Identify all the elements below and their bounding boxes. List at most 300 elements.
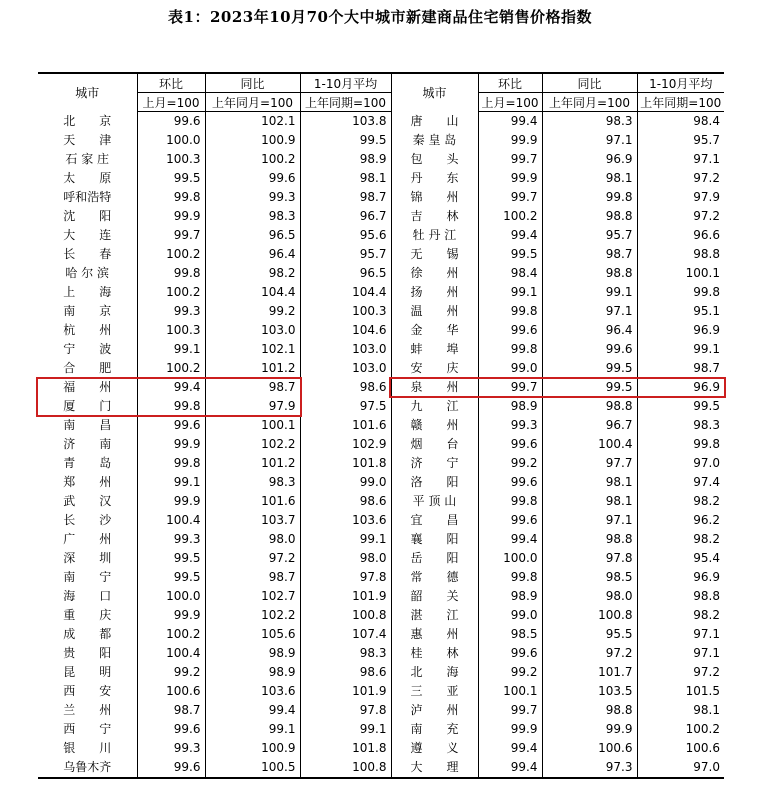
mom-value-right: 99.6 xyxy=(478,644,542,663)
avg-value-right: 98.1 xyxy=(637,701,724,720)
table-row xyxy=(38,663,724,682)
avg-value-right: 96.6 xyxy=(637,226,724,245)
avg-value-right: 98.4 xyxy=(637,112,724,132)
avg-value-left: 101.9 xyxy=(300,682,391,701)
mom-value-left: 99.6 xyxy=(137,416,205,435)
mom-value-left: 99.8 xyxy=(137,188,205,207)
yoy-value-left: 100.9 xyxy=(205,739,300,758)
city-name-right: 泸 州 xyxy=(391,701,478,720)
mom-value-right: 99.6 xyxy=(478,435,542,454)
avg-value-left: 96.5 xyxy=(300,264,391,283)
mom-value-left: 99.8 xyxy=(137,454,205,473)
avg-value-left: 100.3 xyxy=(300,302,391,321)
city-name-left: 乌鲁木齐 xyxy=(38,758,137,778)
mom-value-right: 99.7 xyxy=(478,701,542,720)
city-name-right: 洛 阳 xyxy=(391,473,478,492)
mom-value-right: 99.2 xyxy=(478,663,542,682)
yoy-value-right: 98.1 xyxy=(542,492,637,511)
city-name-left: 宁 波 xyxy=(63,342,112,356)
yoy-value-left: 96.5 xyxy=(205,226,300,245)
table-row xyxy=(38,321,724,340)
mom-value-left: 98.7 xyxy=(137,701,205,720)
city-name-right: 温 州 xyxy=(391,302,478,321)
table-row xyxy=(38,511,724,530)
avg-value-left: 98.7 xyxy=(300,188,391,207)
mom-value-left: 99.3 xyxy=(137,739,205,758)
table-row xyxy=(38,720,724,739)
yoy-value-left: 98.0 xyxy=(205,530,300,549)
avg-value-right: 98.2 xyxy=(637,530,724,549)
city-name-right: 蚌 埠 xyxy=(391,340,478,359)
yoy-value-left: 99.6 xyxy=(205,169,300,188)
mom-value-right: 99.4 xyxy=(478,758,542,778)
avg-value-left: 99.1 xyxy=(300,530,391,549)
yoy-value-left: 99.2 xyxy=(205,302,300,321)
mom-value-right: 99.7 xyxy=(478,378,542,397)
avg-value-left: 102.9 xyxy=(300,435,391,454)
table-row xyxy=(38,226,724,245)
avg-value-right: 97.2 xyxy=(637,169,724,188)
city-name-left: 青 岛 xyxy=(63,456,112,470)
mom-value-left: 99.9 xyxy=(137,606,205,625)
mom-value-left: 100.2 xyxy=(137,625,205,644)
yoy-value-left: 98.9 xyxy=(205,644,300,663)
avg-value-left: 98.3 xyxy=(300,644,391,663)
city-name-left: 西 宁 xyxy=(63,722,112,736)
table-row xyxy=(38,492,724,511)
avg-value-left: 95.7 xyxy=(300,245,391,264)
mom-value-left: 100.2 xyxy=(137,359,205,378)
avg-value-left: 99.0 xyxy=(300,473,391,492)
city-name-right: 湛 江 xyxy=(391,606,478,625)
mom-value-right: 99.6 xyxy=(478,473,542,492)
yoy-value-right: 98.1 xyxy=(542,473,637,492)
city-name-left: 长 沙 xyxy=(63,513,112,527)
city-name-right: 金 华 xyxy=(391,321,478,340)
avg-value-left: 101.8 xyxy=(300,454,391,473)
yoy-value-right: 97.2 xyxy=(542,644,637,663)
avg-value-right: 96.9 xyxy=(637,568,724,587)
city-name-right: 扬 州 xyxy=(391,283,478,302)
mom-value-right: 99.0 xyxy=(478,359,542,378)
mom-value-right: 98.9 xyxy=(478,587,542,606)
mom-value-left: 99.6 xyxy=(137,112,205,132)
subheader-mom-left: 上月=100 xyxy=(137,93,205,112)
mom-value-left: 100.3 xyxy=(137,321,205,340)
yoy-value-left: 101.2 xyxy=(205,359,300,378)
yoy-value-left: 96.4 xyxy=(205,245,300,264)
table-row xyxy=(38,416,724,435)
table-row xyxy=(38,150,724,169)
yoy-value-right: 100.4 xyxy=(542,435,637,454)
city-name-right: 丹 东 xyxy=(391,169,478,188)
mom-value-left: 99.9 xyxy=(137,492,205,511)
city-name-left: 呼和浩特 xyxy=(63,190,112,204)
table-row xyxy=(38,169,724,188)
yoy-value-left: 100.5 xyxy=(205,758,300,778)
mom-value-right: 99.2 xyxy=(478,454,542,473)
avg-value-right: 101.5 xyxy=(637,682,724,701)
mom-value-right: 100.0 xyxy=(478,549,542,568)
mom-value-left: 100.2 xyxy=(137,245,205,264)
avg-value-right: 99.1 xyxy=(637,340,724,359)
city-name-right: 牡 丹 江 xyxy=(391,226,478,245)
city-name-right: 襄 阳 xyxy=(391,530,478,549)
table-row xyxy=(38,549,724,568)
yoy-value-right: 98.8 xyxy=(542,701,637,720)
city-name-left: 深 圳 xyxy=(63,551,112,565)
city-name-left: 南 宁 xyxy=(63,570,112,584)
table-body xyxy=(38,112,724,779)
avg-value-right: 96.2 xyxy=(637,511,724,530)
avg-value-left: 103.8 xyxy=(300,112,391,132)
yoy-value-right: 100.6 xyxy=(542,739,637,758)
yoy-value-right: 99.5 xyxy=(542,359,637,378)
header-mom-right: 环比 xyxy=(478,73,542,93)
mom-value-right: 99.9 xyxy=(478,720,542,739)
city-name-right: 唐 山 xyxy=(391,112,478,132)
city-name-left: 上 海 xyxy=(63,285,112,299)
mom-value-left: 100.3 xyxy=(137,150,205,169)
yoy-value-right: 99.6 xyxy=(542,340,637,359)
city-name-right: 吉 林 xyxy=(391,207,478,226)
yoy-value-right: 98.8 xyxy=(542,264,637,283)
table-row xyxy=(38,188,724,207)
mom-value-left: 99.8 xyxy=(137,264,205,283)
avg-value-right: 96.9 xyxy=(637,321,724,340)
avg-value-right: 100.2 xyxy=(637,720,724,739)
mom-value-right: 99.5 xyxy=(478,245,542,264)
yoy-value-left: 102.2 xyxy=(205,606,300,625)
subheader-avg-right: 上年同期=100 xyxy=(637,93,724,112)
yoy-value-left: 102.1 xyxy=(205,112,300,132)
avg-value-left: 97.8 xyxy=(300,568,391,587)
mom-value-left: 100.0 xyxy=(137,131,205,150)
table-row xyxy=(38,131,724,150)
yoy-value-left: 103.7 xyxy=(205,511,300,530)
city-name-left: 广 州 xyxy=(63,532,112,546)
city-name-right: 泉 州 xyxy=(391,378,478,397)
yoy-value-left: 97.9 xyxy=(205,397,300,416)
mom-value-right: 98.9 xyxy=(478,397,542,416)
avg-value-left: 98.9 xyxy=(300,150,391,169)
city-name-left: 南 昌 xyxy=(63,418,112,432)
avg-value-left: 103.0 xyxy=(300,340,391,359)
table-row xyxy=(38,739,724,758)
yoy-value-left: 101.2 xyxy=(205,454,300,473)
mom-value-right: 99.6 xyxy=(478,321,542,340)
city-name-left: 太 原 xyxy=(63,171,112,185)
mom-value-left: 99.5 xyxy=(137,549,205,568)
avg-value-right: 97.0 xyxy=(637,454,724,473)
avg-value-left: 97.8 xyxy=(300,701,391,720)
avg-value-right: 99.8 xyxy=(637,283,724,302)
avg-value-left: 96.7 xyxy=(300,207,391,226)
mom-value-right: 99.9 xyxy=(478,169,542,188)
yoy-value-right: 97.1 xyxy=(542,302,637,321)
city-name-right: 韶 关 xyxy=(391,587,478,606)
subheader-yoy-left: 上年同月=100 xyxy=(205,93,300,112)
avg-value-right: 100.6 xyxy=(637,739,724,758)
avg-value-right: 97.4 xyxy=(637,473,724,492)
yoy-value-left: 100.2 xyxy=(205,150,300,169)
yoy-value-left: 98.3 xyxy=(205,473,300,492)
avg-value-right: 98.2 xyxy=(637,492,724,511)
city-name-left: 重 庆 xyxy=(63,608,112,622)
avg-value-right: 97.2 xyxy=(637,207,724,226)
yoy-value-right: 97.7 xyxy=(542,454,637,473)
table-row xyxy=(38,758,724,778)
mom-value-right: 99.4 xyxy=(478,530,542,549)
mom-value-left: 100.4 xyxy=(137,511,205,530)
mom-value-left: 99.6 xyxy=(137,758,205,778)
mom-value-left: 99.9 xyxy=(137,207,205,226)
yoy-value-right: 98.3 xyxy=(542,112,637,132)
city-name-left: 银 川 xyxy=(63,741,112,755)
city-name-left: 长 春 xyxy=(63,247,112,261)
yoy-value-right: 98.8 xyxy=(542,207,637,226)
mom-value-right: 99.8 xyxy=(478,492,542,511)
table-row xyxy=(38,587,724,606)
city-name-right: 南 充 xyxy=(391,720,478,739)
mom-value-right: 99.4 xyxy=(478,739,542,758)
header-mom-left: 环比 xyxy=(137,73,205,93)
subheader-avg-left: 上年同期=100 xyxy=(300,93,391,112)
city-name-right: 无 锡 xyxy=(391,245,478,264)
avg-value-left: 99.5 xyxy=(300,131,391,150)
city-name-right: 包 头 xyxy=(391,150,478,169)
yoy-value-right: 98.8 xyxy=(542,530,637,549)
table-row xyxy=(38,340,724,359)
city-name-left: 武 汉 xyxy=(63,494,112,508)
avg-value-left: 98.6 xyxy=(300,378,391,397)
avg-value-left: 104.6 xyxy=(300,321,391,340)
city-name-left: 昆 明 xyxy=(63,665,112,679)
avg-value-left: 103.0 xyxy=(300,359,391,378)
table-row xyxy=(38,207,724,226)
yoy-value-left: 102.1 xyxy=(205,340,300,359)
avg-value-left: 101.6 xyxy=(300,416,391,435)
yoy-value-left: 98.7 xyxy=(205,568,300,587)
city-name-right: 赣 州 xyxy=(391,416,478,435)
city-name-right: 安 庆 xyxy=(391,359,478,378)
header-city-left: 城市 xyxy=(38,73,137,112)
avg-value-right: 97.9 xyxy=(637,188,724,207)
yoy-value-left: 105.6 xyxy=(205,625,300,644)
yoy-value-left: 99.4 xyxy=(205,701,300,720)
price-index-table xyxy=(38,72,724,779)
table-row xyxy=(38,378,724,397)
header-avg-right: 1-10月平均 xyxy=(637,73,724,93)
mom-value-right: 98.5 xyxy=(478,625,542,644)
avg-value-right: 100.1 xyxy=(637,264,724,283)
avg-value-right: 95.4 xyxy=(637,549,724,568)
city-name-right: 徐 州 xyxy=(391,264,478,283)
city-name-right: 岳 阳 xyxy=(391,549,478,568)
yoy-value-left: 99.1 xyxy=(205,720,300,739)
table-title: 表1：2023年10月70个大中城市新建商品住宅销售价格指数 xyxy=(168,8,592,26)
avg-value-right: 97.1 xyxy=(637,644,724,663)
table-row xyxy=(38,644,724,663)
city-name-left: 海 口 xyxy=(63,589,112,603)
avg-value-left: 98.6 xyxy=(300,492,391,511)
yoy-value-right: 99.8 xyxy=(542,188,637,207)
header-avg-left: 1-10月平均 xyxy=(300,73,391,93)
mom-value-right: 99.4 xyxy=(478,112,542,132)
yoy-value-right: 101.7 xyxy=(542,663,637,682)
mom-value-left: 99.9 xyxy=(137,435,205,454)
mom-value-left: 99.1 xyxy=(137,473,205,492)
avg-value-left: 100.8 xyxy=(300,758,391,778)
table-row xyxy=(38,682,724,701)
avg-value-left: 98.6 xyxy=(300,663,391,682)
mom-value-right: 99.4 xyxy=(478,226,542,245)
city-name-right: 宜 昌 xyxy=(391,511,478,530)
city-name-right: 三 亚 xyxy=(391,682,478,701)
mom-value-left: 99.3 xyxy=(137,302,205,321)
avg-value-left: 98.1 xyxy=(300,169,391,188)
yoy-value-right: 99.5 xyxy=(542,378,637,397)
mom-value-right: 99.6 xyxy=(478,511,542,530)
table-row xyxy=(38,283,724,302)
avg-value-right: 99.5 xyxy=(637,397,724,416)
city-name-left: 郑 州 xyxy=(63,475,112,489)
table-row xyxy=(38,606,724,625)
yoy-value-right: 97.1 xyxy=(542,131,637,150)
city-name-right: 烟 台 xyxy=(391,435,478,454)
yoy-value-right: 98.5 xyxy=(542,568,637,587)
yoy-value-left: 99.3 xyxy=(205,188,300,207)
city-name-right: 桂 林 xyxy=(391,644,478,663)
mom-value-left: 99.1 xyxy=(137,340,205,359)
city-name-right: 遵 义 xyxy=(391,739,478,758)
yoy-value-right: 97.8 xyxy=(542,549,637,568)
avg-value-left: 98.0 xyxy=(300,549,391,568)
table-row xyxy=(38,112,724,132)
yoy-value-right: 103.5 xyxy=(542,682,637,701)
city-name-right: 秦 皇 岛 xyxy=(391,131,478,150)
mom-value-left: 100.6 xyxy=(137,682,205,701)
table-row xyxy=(38,302,724,321)
mom-value-right: 99.8 xyxy=(478,340,542,359)
city-name-right: 常 德 xyxy=(391,568,478,587)
city-name-right: 济 宁 xyxy=(391,454,478,473)
yoy-value-left: 102.7 xyxy=(205,587,300,606)
avg-value-left: 100.8 xyxy=(300,606,391,625)
mom-value-right: 99.9 xyxy=(478,131,542,150)
mom-value-left: 99.5 xyxy=(137,568,205,587)
city-name-left: 兰 州 xyxy=(63,703,112,717)
mom-value-left: 99.3 xyxy=(137,530,205,549)
table-row xyxy=(38,359,724,378)
mom-value-left: 99.4 xyxy=(137,378,205,397)
yoy-value-left: 100.1 xyxy=(205,416,300,435)
avg-value-right: 98.2 xyxy=(637,606,724,625)
mom-value-right: 99.0 xyxy=(478,606,542,625)
mom-value-left: 99.6 xyxy=(137,720,205,739)
table-row xyxy=(38,245,724,264)
avg-value-left: 101.8 xyxy=(300,739,391,758)
city-name-right: 大 理 xyxy=(391,758,478,778)
yoy-value-right: 98.1 xyxy=(542,169,637,188)
avg-value-right: 98.7 xyxy=(637,359,724,378)
yoy-value-left: 103.6 xyxy=(205,682,300,701)
city-name-right: 北 海 xyxy=(391,663,478,682)
city-name-left: 南 京 xyxy=(63,304,112,318)
avg-value-left: 99.1 xyxy=(300,720,391,739)
table-row xyxy=(38,397,724,416)
city-name-left: 北 京 xyxy=(63,113,112,128)
mom-value-left: 100.2 xyxy=(137,283,205,302)
table-row xyxy=(38,625,724,644)
mom-value-right: 99.3 xyxy=(478,416,542,435)
avg-value-right: 98.8 xyxy=(637,245,724,264)
yoy-value-right: 97.1 xyxy=(542,511,637,530)
city-name-left: 杭 州 xyxy=(63,323,112,337)
table-row xyxy=(38,454,724,473)
avg-value-right: 97.1 xyxy=(637,625,724,644)
yoy-value-right: 99.1 xyxy=(542,283,637,302)
yoy-value-left: 98.7 xyxy=(205,378,300,397)
mom-value-right: 99.7 xyxy=(478,150,542,169)
city-name-left: 天 津 xyxy=(63,133,112,147)
avg-value-left: 104.4 xyxy=(300,283,391,302)
yoy-value-right: 97.3 xyxy=(542,758,637,778)
avg-value-left: 101.9 xyxy=(300,587,391,606)
yoy-value-left: 98.3 xyxy=(205,207,300,226)
avg-value-right: 96.9 xyxy=(637,378,724,397)
mom-value-right: 99.7 xyxy=(478,188,542,207)
yoy-value-left: 98.2 xyxy=(205,264,300,283)
yoy-value-left: 98.9 xyxy=(205,663,300,682)
avg-value-right: 97.2 xyxy=(637,663,724,682)
yoy-value-left: 97.2 xyxy=(205,549,300,568)
city-name-right: 九 江 xyxy=(391,397,478,416)
yoy-value-right: 96.7 xyxy=(542,416,637,435)
mom-value-left: 99.7 xyxy=(137,226,205,245)
yoy-value-right: 99.9 xyxy=(542,720,637,739)
subheader-mom-right: 上月=100 xyxy=(478,93,542,112)
mom-value-right: 98.4 xyxy=(478,264,542,283)
avg-value-left: 103.6 xyxy=(300,511,391,530)
mom-value-right: 99.8 xyxy=(478,302,542,321)
yoy-value-right: 95.7 xyxy=(542,226,637,245)
table-row xyxy=(38,530,724,549)
mom-value-right: 100.2 xyxy=(478,207,542,226)
mom-value-right: 99.8 xyxy=(478,568,542,587)
yoy-value-right: 95.5 xyxy=(542,625,637,644)
yoy-value-left: 104.4 xyxy=(205,283,300,302)
yoy-value-left: 101.6 xyxy=(205,492,300,511)
mom-value-left: 99.5 xyxy=(137,169,205,188)
mom-value-right: 99.1 xyxy=(478,283,542,302)
avg-value-left: 95.6 xyxy=(300,226,391,245)
table-row xyxy=(38,701,724,720)
avg-value-right: 97.1 xyxy=(637,150,724,169)
mom-value-right: 100.1 xyxy=(478,682,542,701)
city-name-left: 厦 门 xyxy=(63,399,112,413)
header-yoy-right: 同比 xyxy=(542,73,637,93)
avg-value-right: 97.0 xyxy=(637,758,724,778)
city-name-left: 沈 阳 xyxy=(63,209,112,223)
city-name-left: 贵 阳 xyxy=(63,646,112,660)
avg-value-right: 99.8 xyxy=(637,435,724,454)
yoy-value-right: 98.8 xyxy=(542,397,637,416)
table-row xyxy=(38,473,724,492)
yoy-value-left: 102.2 xyxy=(205,435,300,454)
yoy-value-right: 100.8 xyxy=(542,606,637,625)
table-row xyxy=(38,264,724,283)
